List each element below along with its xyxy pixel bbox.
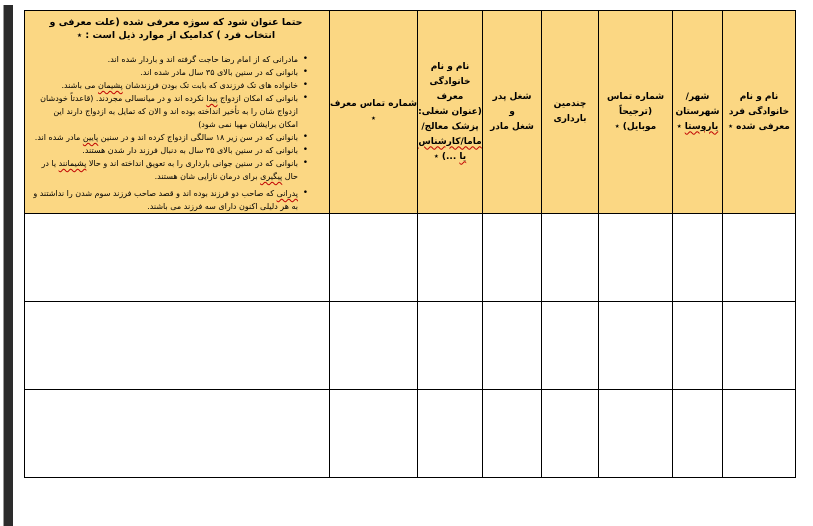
data-cell[interactable]	[723, 302, 796, 390]
header-line	[542, 97, 598, 112]
header-line	[599, 90, 672, 105]
data-cell[interactable]	[330, 390, 418, 478]
criteria-title: حتما عنوان شود که سوژه معرفی شده (علت معرفی و انتخاب فرد ) کدامیک از موارد ذیل است : ٭	[49, 17, 303, 41]
misspelled-word: یا	[459, 151, 467, 162]
data-cell[interactable]	[599, 302, 673, 390]
text-segment: ٭	[371, 114, 376, 124]
column-header-parents-jobs	[483, 11, 542, 214]
criteria-bullet	[32, 131, 309, 144]
data-cell[interactable]	[483, 390, 542, 478]
criteria-bullet	[32, 66, 309, 79]
text-segment: معرفی شده ٭	[728, 121, 790, 132]
data-cell[interactable]	[483, 214, 542, 302]
data-cell[interactable]	[673, 390, 723, 478]
column-header-introducer-name	[418, 11, 483, 214]
header-line	[723, 105, 795, 120]
text-segment: شماره تماس معرف	[330, 99, 417, 109]
text-segment: بانوانی که در سنین جوانی بارداری را به تعویق انداخته اند و حالا	[86, 159, 298, 168]
column-header-city-county-village	[673, 11, 723, 214]
text-segment: شهر/	[685, 91, 710, 102]
text-segment: بارداری	[553, 114, 587, 124]
data-cell[interactable]	[673, 214, 723, 302]
text-segment: خانوادگی	[429, 76, 471, 87]
column-header-introducer-contact	[330, 11, 418, 214]
criteria-bullet	[32, 79, 309, 92]
table-row	[25, 214, 796, 302]
text-segment: شماره تماس	[606, 91, 665, 102]
misspelled-word: پدرانی	[276, 189, 298, 198]
misspelled-word: پایین	[82, 133, 99, 142]
header-line	[483, 90, 541, 105]
data-cell[interactable]	[418, 302, 483, 390]
misspelled-word: پیگیری	[260, 172, 283, 181]
text-segment: ٭	[676, 121, 685, 132]
header-line	[418, 90, 482, 105]
text-segment: می باشند.	[61, 81, 98, 90]
misspelled-word: پشیمان	[98, 81, 123, 90]
data-cell[interactable]	[599, 390, 673, 478]
text-segment: و	[509, 106, 515, 117]
header-line	[542, 112, 598, 127]
text-segment: شغل مادر	[490, 121, 534, 132]
header-line	[673, 120, 722, 135]
criteria-bullet-list	[30, 53, 322, 213]
text-segment: شهرستان	[675, 106, 720, 117]
header-line	[723, 90, 795, 105]
text-segment: که صاحب دو فرزند بوده اند و قصد صاحب فرزند سوم شدن را نداشتند و به هر دلیلی اکنون دارای سه فرزند می باشند.	[33, 189, 298, 211]
data-cell[interactable]	[330, 214, 418, 302]
text-segment: پزشک معالج/	[421, 121, 479, 132]
column-header-introduced-person-name	[723, 11, 796, 214]
text-segment: شغل پدر	[492, 91, 532, 102]
header-line	[599, 105, 672, 120]
text-segment: (ترجیحاً	[618, 106, 653, 117]
data-cell[interactable]	[542, 214, 599, 302]
text-segment: نکرده اند و در میانسالی مجردند. (قاعدتاً خودشان ازدواج شان را به تأخیر انداخته بوده اند و الان که تمایل به ازدواج دارند این امکان برایشان مهیا نمی شود)	[40, 94, 298, 129]
table-row	[25, 390, 796, 478]
header-line	[418, 105, 482, 120]
text-segment: ...) ٭	[433, 151, 460, 162]
table-row	[25, 302, 796, 390]
data-cell[interactable]	[25, 390, 330, 478]
misspelled-word: یاروستا	[684, 121, 719, 132]
header-line	[673, 105, 722, 120]
criteria-bullet	[32, 187, 309, 213]
criteria-bullet	[32, 92, 309, 131]
text-segment: بانوانی که در سن زیر ۱۸ سالگی ازدواج کرده اند و در سنین	[98, 133, 298, 142]
header-line	[418, 60, 482, 75]
text-segment: خانواده های تک فرزندی که بابت تک بودن فرزندشان	[122, 81, 298, 90]
header-line	[418, 75, 482, 90]
text-segment: برای درمان نازایی شان هستند.	[154, 172, 261, 181]
header-line	[418, 135, 482, 150]
column-header-pregnancy-number	[542, 11, 599, 214]
header-row	[25, 11, 796, 214]
misspelled-word: پیدا	[206, 94, 218, 103]
misspelled-word: پشیمانند	[58, 159, 87, 168]
text-segment: خانوادگی فرد	[728, 106, 790, 117]
header-line	[418, 150, 482, 165]
header-line	[483, 105, 541, 120]
text-segment: مادرانی که از امام رضا حاجت گرفته اند و باردار شده اند.	[107, 55, 298, 64]
header-line	[723, 120, 795, 135]
text-segment: معرف	[436, 91, 464, 102]
data-cell[interactable]	[483, 302, 542, 390]
header-line	[673, 90, 722, 105]
data-cell[interactable]	[418, 390, 483, 478]
column-header-selection-criteria	[25, 11, 330, 214]
data-cell[interactable]	[25, 302, 330, 390]
data-cell[interactable]	[418, 214, 483, 302]
data-cell[interactable]	[673, 302, 723, 390]
data-cell[interactable]	[723, 390, 796, 478]
misspelled-word: ماما/کارشناس	[418, 136, 482, 147]
text-segment: نام و نام	[739, 91, 779, 102]
column-header-contact-number	[599, 11, 673, 214]
data-cell[interactable]	[599, 214, 673, 302]
text-segment: بانوانی که امکان ازدواج	[217, 94, 298, 103]
text-segment: بانوانی که در سنین بالای ۳۵ سال مادر شده اند.	[140, 68, 298, 77]
text-segment: (عنوان شغلی:	[418, 106, 482, 117]
header-line	[418, 120, 482, 135]
header-line	[330, 112, 417, 127]
data-cell[interactable]	[542, 390, 599, 478]
criteria-bullet	[32, 144, 309, 157]
data-cell[interactable]	[723, 214, 796, 302]
text-segment: مادر شده اند.	[34, 133, 83, 142]
header-line	[599, 120, 672, 135]
data-cell[interactable]	[542, 302, 599, 390]
text-segment: نام و نام	[430, 61, 470, 72]
referral-form-table	[24, 10, 796, 478]
criteria-bullet	[32, 157, 309, 183]
text-segment: یا در حال	[41, 159, 298, 181]
data-cell[interactable]	[25, 214, 330, 302]
text-segment: بانوانی که در سنین بالای ۳۵ سال به دنبال فرزند دار شدن هستند.	[82, 146, 298, 155]
criteria-bullet	[32, 53, 309, 66]
text-segment: موبایل) ٭	[614, 121, 657, 132]
data-cell[interactable]	[330, 302, 418, 390]
header-line	[483, 120, 541, 135]
window-edge-bar	[3, 5, 13, 526]
header-line	[330, 97, 417, 112]
text-segment: چندمین	[553, 99, 587, 109]
